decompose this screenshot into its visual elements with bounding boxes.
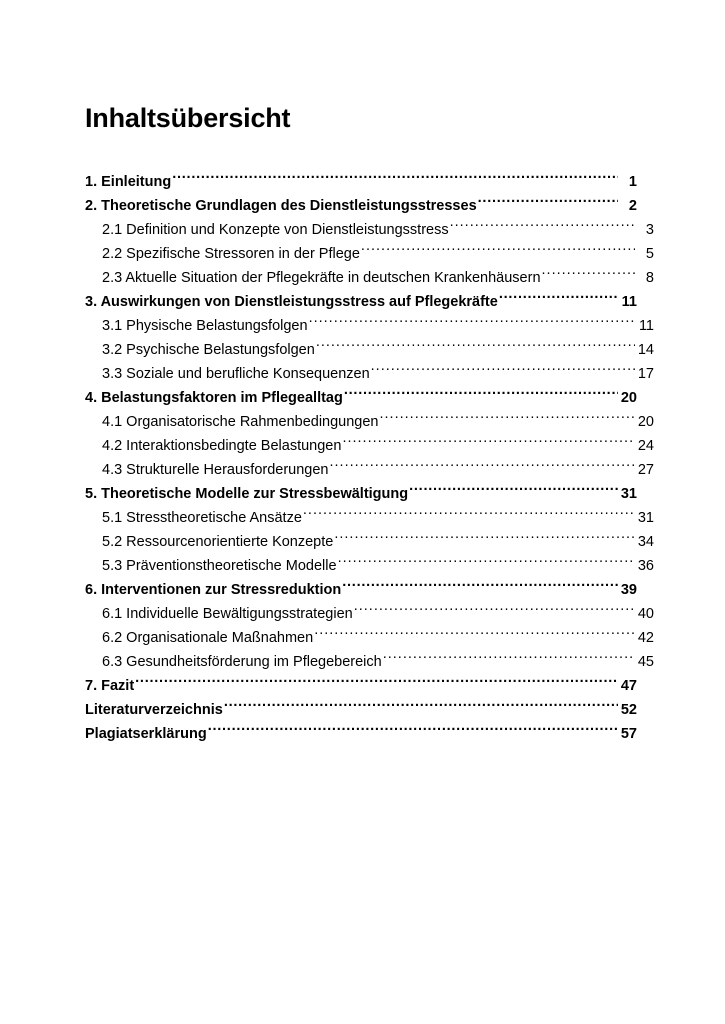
toc-dot-leader [409, 484, 618, 499]
toc-dot-leader [361, 244, 635, 259]
toc-dot-leader [354, 604, 635, 619]
toc-entry[interactable] [85, 554, 654, 578]
toc-entry-page-number: 34 [637, 534, 654, 550]
toc-entry[interactable] [85, 698, 637, 722]
toc-entry-page-number: 5 [645, 246, 654, 262]
toc-entry-label: 4.2 Interaktionsbedingte Belastungen [102, 438, 342, 454]
toc-entry-page-number: 31 [620, 486, 637, 502]
toc-entry-page-number: 3 [645, 222, 654, 238]
toc-entry-label: 6.1 Individuelle Bewältigungsstrategien [102, 606, 353, 622]
toc-entry-label: 4.3 Strukturelle Herausforderungen [102, 462, 329, 478]
toc-entry-page-number: 11 [621, 294, 637, 310]
toc-entry-label: 5.3 Präventionstheoretische Modelle [102, 558, 337, 574]
toc-dot-leader [499, 292, 618, 307]
toc-entry-label: 2.1 Definition und Konzepte von Dienstleistungsstress [102, 222, 449, 238]
toc-entry[interactable] [85, 314, 654, 338]
toc-entry-page-number: 40 [637, 606, 654, 622]
toc-entry-page-number: 20 [620, 390, 637, 406]
toc-entry[interactable] [85, 458, 654, 482]
toc-entry[interactable] [85, 170, 637, 194]
toc-entry-page-number: 14 [637, 342, 654, 358]
toc-entry-page-number: 39 [620, 582, 637, 598]
toc-entry-label: 6. Interventionen zur Stressreduktion [85, 582, 342, 598]
table-of-contents [85, 170, 654, 746]
toc-dot-leader [334, 532, 635, 547]
toc-dot-leader [380, 412, 636, 427]
toc-dot-leader [172, 172, 618, 187]
toc-dot-leader [330, 460, 636, 475]
toc-dot-leader [338, 556, 635, 571]
toc-entry-label: 1. Einleitung [85, 174, 172, 190]
toc-entry[interactable] [85, 482, 637, 506]
toc-entry-label: 4.1 Organisatorische Rahmenbedingungen [102, 414, 379, 430]
toc-entry-page-number: 52 [620, 702, 637, 718]
toc-entry[interactable] [85, 362, 654, 386]
toc-entry-page-number: 27 [637, 462, 654, 478]
toc-entry-label: 6.3 Gesundheitsförderung im Pflegebereich [102, 654, 382, 670]
toc-entry[interactable] [85, 602, 654, 626]
toc-entry-label: 5.2 Ressourcenorientierte Konzepte [102, 534, 334, 550]
toc-dot-leader [224, 700, 618, 715]
toc-entry-label: 2. Theoretische Grundlagen des Dienstleistungsstresses [85, 198, 477, 214]
toc-entry-label: Plagiatserklärung [85, 726, 207, 742]
toc-entry-label: 2.3 Aktuelle Situation der Pflegekräfte in deutschen Krankenhäusern [102, 270, 541, 286]
toc-dot-leader [208, 724, 618, 739]
toc-entry[interactable] [85, 578, 637, 602]
toc-entry[interactable] [85, 506, 654, 530]
toc-entry-label: 6.2 Organisationale Maßnahmen [102, 630, 314, 646]
toc-dot-leader [135, 676, 618, 691]
toc-entry-label: 3.2 Psychische Belastungsfolgen [102, 342, 315, 358]
toc-entry-page-number: 31 [637, 510, 654, 526]
toc-entry-page-number: 36 [637, 558, 654, 574]
toc-entry-label: 3.3 Soziale und berufliche Konsequenzen [102, 366, 370, 382]
toc-entry[interactable] [85, 626, 654, 650]
toc-entry-page-number: 11 [638, 318, 654, 334]
toc-dot-leader [342, 580, 618, 595]
toc-entry-label: 3. Auswirkungen von Dienstleistungsstress auf Pflegekräfte [85, 294, 498, 310]
toc-dot-leader [309, 316, 635, 331]
toc-entry-page-number: 42 [637, 630, 654, 646]
toc-dot-leader [303, 508, 635, 523]
toc-entry-page-number: 20 [637, 414, 654, 430]
toc-entry-page-number: 2 [628, 198, 637, 214]
toc-entry[interactable] [85, 290, 637, 314]
toc-entry-page-number: 8 [645, 270, 654, 286]
page-title: Inhaltsübersicht [85, 103, 291, 134]
toc-entry[interactable] [85, 410, 654, 434]
toc-entry-page-number: 47 [620, 678, 637, 694]
toc-dot-leader [478, 196, 618, 211]
toc-entry-page-number: 17 [637, 366, 654, 382]
toc-entry-label: 5.1 Stresstheoretische Ansätze [102, 510, 302, 526]
toc-entry[interactable] [85, 338, 654, 362]
toc-entry-label: 3.1 Physische Belastungsfolgen [102, 318, 308, 334]
toc-entry[interactable] [85, 674, 637, 698]
toc-entry[interactable] [85, 722, 637, 746]
toc-entry-label: Literaturverzeichnis [85, 702, 223, 718]
toc-entry-label: 4. Belastungsfaktoren im Pflegealltag [85, 390, 343, 406]
toc-entry-page-number: 1 [628, 174, 637, 190]
toc-entry[interactable] [85, 434, 654, 458]
toc-entry-page-number: 45 [637, 654, 654, 670]
toc-dot-leader [383, 652, 635, 667]
toc-dot-leader [342, 436, 635, 451]
toc-entry[interactable] [85, 242, 654, 266]
toc-entry-page-number: 57 [620, 726, 637, 742]
toc-dot-leader [542, 268, 635, 283]
toc-dot-leader [344, 388, 618, 403]
toc-dot-leader [316, 340, 635, 355]
toc-entry-page-number: 24 [637, 438, 654, 454]
toc-entry-label: 2.2 Spezifische Stressoren in der Pflege [102, 246, 360, 262]
toc-entry-label: 5. Theoretische Modelle zur Stressbewältigung [85, 486, 409, 502]
toc-dot-leader [371, 364, 635, 379]
toc-dot-leader [450, 220, 635, 235]
toc-entry[interactable] [85, 194, 637, 218]
toc-entry[interactable] [85, 650, 654, 674]
toc-dot-leader [314, 628, 635, 643]
toc-entry[interactable] [85, 530, 654, 554]
toc-entry[interactable] [85, 266, 654, 290]
toc-entry[interactable] [85, 218, 654, 242]
toc-entry[interactable] [85, 386, 637, 410]
toc-entry-label: 7. Fazit [85, 678, 135, 694]
